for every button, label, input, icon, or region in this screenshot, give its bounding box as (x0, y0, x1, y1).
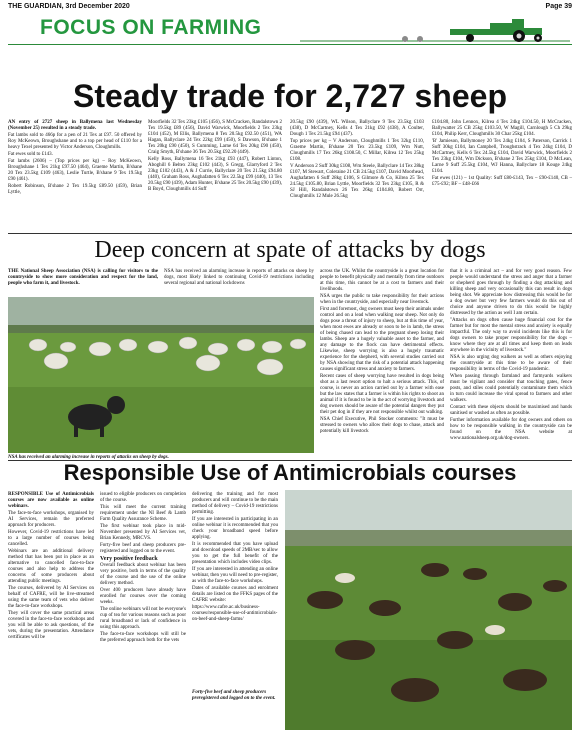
page-number: Page 39 (545, 3, 572, 10)
article3-paragraph: However, Covid-19 restrictions have led to a large number of courses being cancelled. (8, 530, 94, 547)
article3-paragraph: Over 400 producers have already have enrolled for courses over the coming weeks. (100, 588, 186, 605)
article2-lead: THE National Sheep Association (NSA) is calling for visitors to the countryside to show more consideration and respect for the land, people who farm it, and livestock. (8, 269, 158, 286)
article3-paragraph: The face-to-face workshops will still be the preferred approach both for the vets (100, 632, 186, 643)
section-title: FOCUS ON FARMING (40, 16, 262, 39)
article3-paragraph: It is recommended that you have upload and download speeds of 2MB/sec to allow you to get the full benefit of the presentation which includes video clips. (192, 542, 278, 565)
article2-paragraph: NSA is also urging dog walkers as well as others enjoying the countryside at this time to be aware of their responsibility in terms of the Covid-19 pandemic. (450, 355, 572, 372)
article1-lead: AN entry of 2727 sheep in Ballymena last Wednesday (November 25) resulted in a steady trade. (8, 120, 142, 131)
headline-sheep-trade: Steady trade for 2,727 sheep (73, 78, 507, 114)
article3-column-1 (8, 492, 94, 642)
cattle-field-photo (285, 490, 572, 730)
article1-column-4 (432, 120, 572, 189)
article1-paragraph: V Anderson 2 Suff 30kg £108, Wm Steele, Ballyclare 14 Tex 28kg £107, M Stewart, Coleraine 21 CB 24.5kg £107, David Moorhead, Aughafatten 6 Suff 28kg £106, S Gilmore & Co, Kilrea 25 Tex 24.5kg £105.80, Brian Lyttle, Moorfields 32 Tex 23kg £105, R & SJ Hill, Randalstown 26 Tex 26kg £104.80, Robert Orr, Cloughmills 12 Mule 26.5kg (290, 164, 424, 199)
article3-paragraph: Forty-five beef and sheep producers pre-registered and logged on to the event. (100, 543, 186, 554)
article2-paragraph: First and foremost, dog owners must keep their animals under control and on a lead when walking near sheep. Not only do dogs pose a threat of injury to sheep, but at this time of year, when most ewes are already or soon to be in lamb, the stress of being chased can lead to the pregnant sheep losing their lambs. Sheep are a hugely valuable asset to the farmer, and any damage to the flock can have detrimental effects. Likewise, sheep worrying is also a hugely traumatic experience for the shepherd, with several studies carried out by NSA showing that the risk of a potential attack happening causes significant stress and anxiety to farmers. (320, 307, 444, 372)
photo-caption-dogs: NSA has received an alarming increase in reports of attacks on sheep by dogs. (8, 455, 169, 460)
article3-paragraph: Overall feedback about webinar has been very positive, both in terms of the quality of the course and the use of the online delivery method. (100, 563, 186, 586)
article1-column-3 (290, 120, 424, 201)
article3-paragraph: issued to eligible producers on completion of the course. (100, 492, 186, 503)
article2-paragraph: Further information available for dog owners and others on how to be responsible walking in the countryside can be found on the NSA website at www.nationalsheep.org.uk/dog-owners. (450, 418, 572, 441)
banner-rule (8, 44, 572, 45)
article3-paragraph: delivering the training and for most producers and will continue to be the main method of delivery – Covid-19 restrictions permitting. (192, 492, 278, 515)
article1-column-2 (148, 120, 282, 194)
article1-paragraph: 'B' Jamieson, Ballymoney 20 Tex 24kg £104, S Paterson, Carrick 1 Suff 30kg £104, Ian Campbell, Troughstrack 4 Tex 24kg £104, D McCartney, Kells 6 Tex 24.5kg £104, David Warwick, Moorfields 2 Tex 23kg £104, Wm Dickson, B'shane 2 Tex 25kg £104, D McLean, Larne 9 Suff 25.5kg £104, WJ Hanna, Ballyclare 18 Kouge 24kg £104. (432, 139, 572, 174)
photo-caption-cattle: Forty-five beef and sheep producers preregistered and logged on to the event. (192, 690, 276, 701)
article2-column-4 (450, 269, 572, 443)
article1-paragraph: Fat ewes (121) – 1st Quality: Suff £80-£143, Tex – £90-£140, CB – £75-£92; BF – £48-£66 (432, 176, 572, 187)
article3-paragraph: This will meet the current training requirement under the NI Beef & Lamb Farm Quality Assurance Scheme. (100, 505, 186, 522)
article2-column-3 (320, 269, 444, 436)
page-header (8, 2, 572, 14)
article2-paragraph: that it is a criminal act – and for very good reason. Few people would understand the stress and anger that a farmer or shepherd goes through by finding a dog attacking and killing sheep and very occasionally this can result in dogs being shot. We appreciate how distressing this would be for a dog owner but very few farmers would do this out of choice and anyone driven to do this would be highly distressed by the action as well I am certain. (450, 269, 572, 316)
article1-column-1 (8, 120, 142, 197)
article2-paragraph: NSA urges the public to take responsibility for their actions when in the countryside, and especially near livestock. (320, 294, 444, 305)
article2-paragraph: NSA has received an alarming increase in reports of attacks on sheep by dogs, most likely linked to continuing Covid-19 restrictions including several regional and national lockdowns (164, 269, 314, 286)
article3-subhead: Very positive feedback (100, 556, 158, 562)
article1-paragraph: Fat ewes sold to £143. (8, 152, 53, 157)
article2-column-2 (164, 269, 314, 288)
article3-column-3 (192, 492, 278, 624)
article3-column-2 (100, 492, 186, 645)
article3-paragraph: The first webinar took place in mid-November presented by AI Services vet, Brian Kennedy, MRCVS. (100, 524, 186, 541)
article2-paragraph: "Attacks on dogs often cause huge financial cost for the farmer but for most the mental stress and anxiety is equally impactful. The only way to avoid incidents like this is for dogs owners to take proper responsibility for the dogs – know where they are at all times and keep them on leads anywhere in the vicinity of livestock." (450, 318, 572, 353)
article3-paragraph: The courses, delivered by AI Services on behalf of CAFRE, will be live-streamed using the same team of vets who deliver the face-to-face workshops. (8, 586, 94, 609)
section-divider (8, 233, 572, 234)
article2-column-1 (8, 269, 158, 288)
article1-paragraph: 20.5kg £90 (439), WL Wilson, Ballyclare 9 Tex 23.5kg £103 (438), D McCartney, Kells 4 Tex 21kg £92 (438), A Coulter, Dough 1 Tex 21.5kg £94 (437). (290, 120, 424, 137)
article3-paragraph: Webinars are an additional delivery method that has been put in place as an alternative to cancelled face-to-face courses and also help to address the concerns of some producers about attending public meetings. (8, 549, 94, 584)
article3-paragraph: If you are interested in participating in an online webinar it is recommended that you check your broadband speed before applying. (192, 517, 278, 540)
article1-paragraph: Top prices per kg – V Anderson, Cloughmills 1 Tex 32kg £110, Graeme Martin, B'shane 20 Tex 23.5kg £109, Wm Nutt, Cloughmills 17 Tex 26kg £108.50, C Millar, Kilrea 12 Tex 25kg £108. (290, 139, 424, 162)
article3-paragraph: If you are interested in attending an online webinar, then you will need to pre-register, as with the face-to-face workshops. (192, 567, 278, 584)
headline-antimicrobials: Responsible Use of Antimicrobials courses (63, 460, 517, 485)
article2-paragraph: Recent cases of sheep worrying have resulted in dogs being shot as a last resort option to halt a serious attack. This, of course, is never an action carried out by a farmer with ease but the law states that a farmer is within his rights to shoot an animal if it is found to be in the act of worrying livestock and dog owners should be aware of the potential dangers they put their pet dog in if they are not responsible whilst out walking. (320, 374, 444, 415)
article3-lead: RESPONSIBLE Use of Antimicrobials courses are now available as online webinars. (8, 492, 94, 509)
headline-dog-attacks: Deep concern at spate of attacks by dogs (94, 237, 486, 263)
article1-paragraph: £104.80, John Lennox, Kilrea 4 Tex 24kg £104.50, H McCracken, Ballywatter 25 CB 25kg £103.50, W Magill, Carnlough 5 Ch 29kg £104, Philip Kerr, Cloughmills 30 Char 25kg £104. (432, 120, 572, 137)
article1-paragraph: Fat lambs (2606) – (Top prices per kg) – Roy McKeown, Broughshane 1 Tex 21kg £97.50 (464), Graeme Martin, B'shane 20 Tex 23.5kg £109 (463), Leslie Turtle, B'shane 9 Tex 19.5kg £90 (461). (8, 159, 142, 182)
newspaper-title: THE GUARDIAN, 3rd December 2020 (8, 3, 130, 10)
article3-link[interactable]: https://www.cafre.ac.uk/business-courses/responsible-use-of-antimicrobials-on-beef-and-sheep-farms/ (192, 605, 278, 622)
article3-paragraph: The online webinars will not be everyone's cup of tea for various reasons such as poor rural broadband or lack of confidence in using this approach. (100, 607, 186, 630)
article1-paragraph: Moorfields 32 Tex 23kg £105 (456), S McCracken, Randalstown 2 Tex 19.5kg £89 (456), David Warwick, Moorfields 2 Tex 23kg £104 (452), M Ellis, Ballymena 8 Tex 20.5kg £92.50 (451), WA Hagan, Ballyclare 24 Tex 22kg £99 (450), S Dawson, B'shane 1 Tex 20kg £90 (450), S Cumming, Larne 64 Tex 20kg £90 (450), Craig Smyth, B'shane 36 Tex 20.5kg £92.20 (449). (148, 120, 282, 155)
article2-paragraph: Contact with these objects should be maximised and hands sanitised or washed as often as possible. (450, 405, 572, 416)
article2-paragraph: NSA Chief Executive, Phil Stocker comments: "It must be stressed to owners who allow their dogs to chase, attack and potentially kill livestock (320, 417, 444, 434)
article3-paragraph: They will cover the same practical areas covered in the face-to-face workshops and you will be able to ask questions, of the vets, during the presentation. Attendance certificates will be (8, 611, 94, 640)
sheep-field-photo (8, 297, 314, 453)
article3-paragraph: Dates of available courses and enrolment details are listed on the FFKS pages of the CAFRE website: (192, 586, 278, 603)
article1-paragraph: Robert Robinson, B'shane 2 Tex 19.5kg £89.50 (459), Brian Lyttle, (8, 184, 142, 195)
article1-paragraph: Fat lambs sold to 466p for a pen of 21 Tex at £97. 50 offered by Roy McKeown, Broughshane and to a top per head of £110 for a heavy Texel presented by Victor Anderson, Cloughmills. (8, 133, 142, 150)
tractor-illustration (300, 15, 570, 43)
article2-paragraph: across the UK. Whilst the countryside is a great location for people to benefit physically and mentally from time outdoors at this time, this cannot be at a cost to farmers and their livelihoods. (320, 269, 444, 292)
article1-paragraph: Kelly Ross, Ballymena 16 Tex 21kg £93 (447), Robert Linton, Aboghill 6 Beltex 23kg £102 (443), S Gregg, Glarryford 2 Tex 23kg £102 (443), A & J Currie, Ballyclare 20 Tex 21.5kg £94.80 (440), Graham Ross, Aughafatten 6 Tex 22.5kg £99 (440), 13 Tex 20.5kg £90 (439), Adam Hunter, B'shane 25 Tex 20.5kg £90 (439), B Boyd, Cloughmills 44 Suff (148, 157, 282, 192)
article2-paragraph: When passing through farmland and farmyards walkers must be vigilant and consider that touching gates, fence posts, and stiles could potentially contaminate them which in turn could increase the viral spread to farmers and other walkers. (450, 374, 572, 403)
article3-paragraph: The face-to-face workshops, organised by AI Services, remain the preferred approach for producers. (8, 511, 94, 528)
